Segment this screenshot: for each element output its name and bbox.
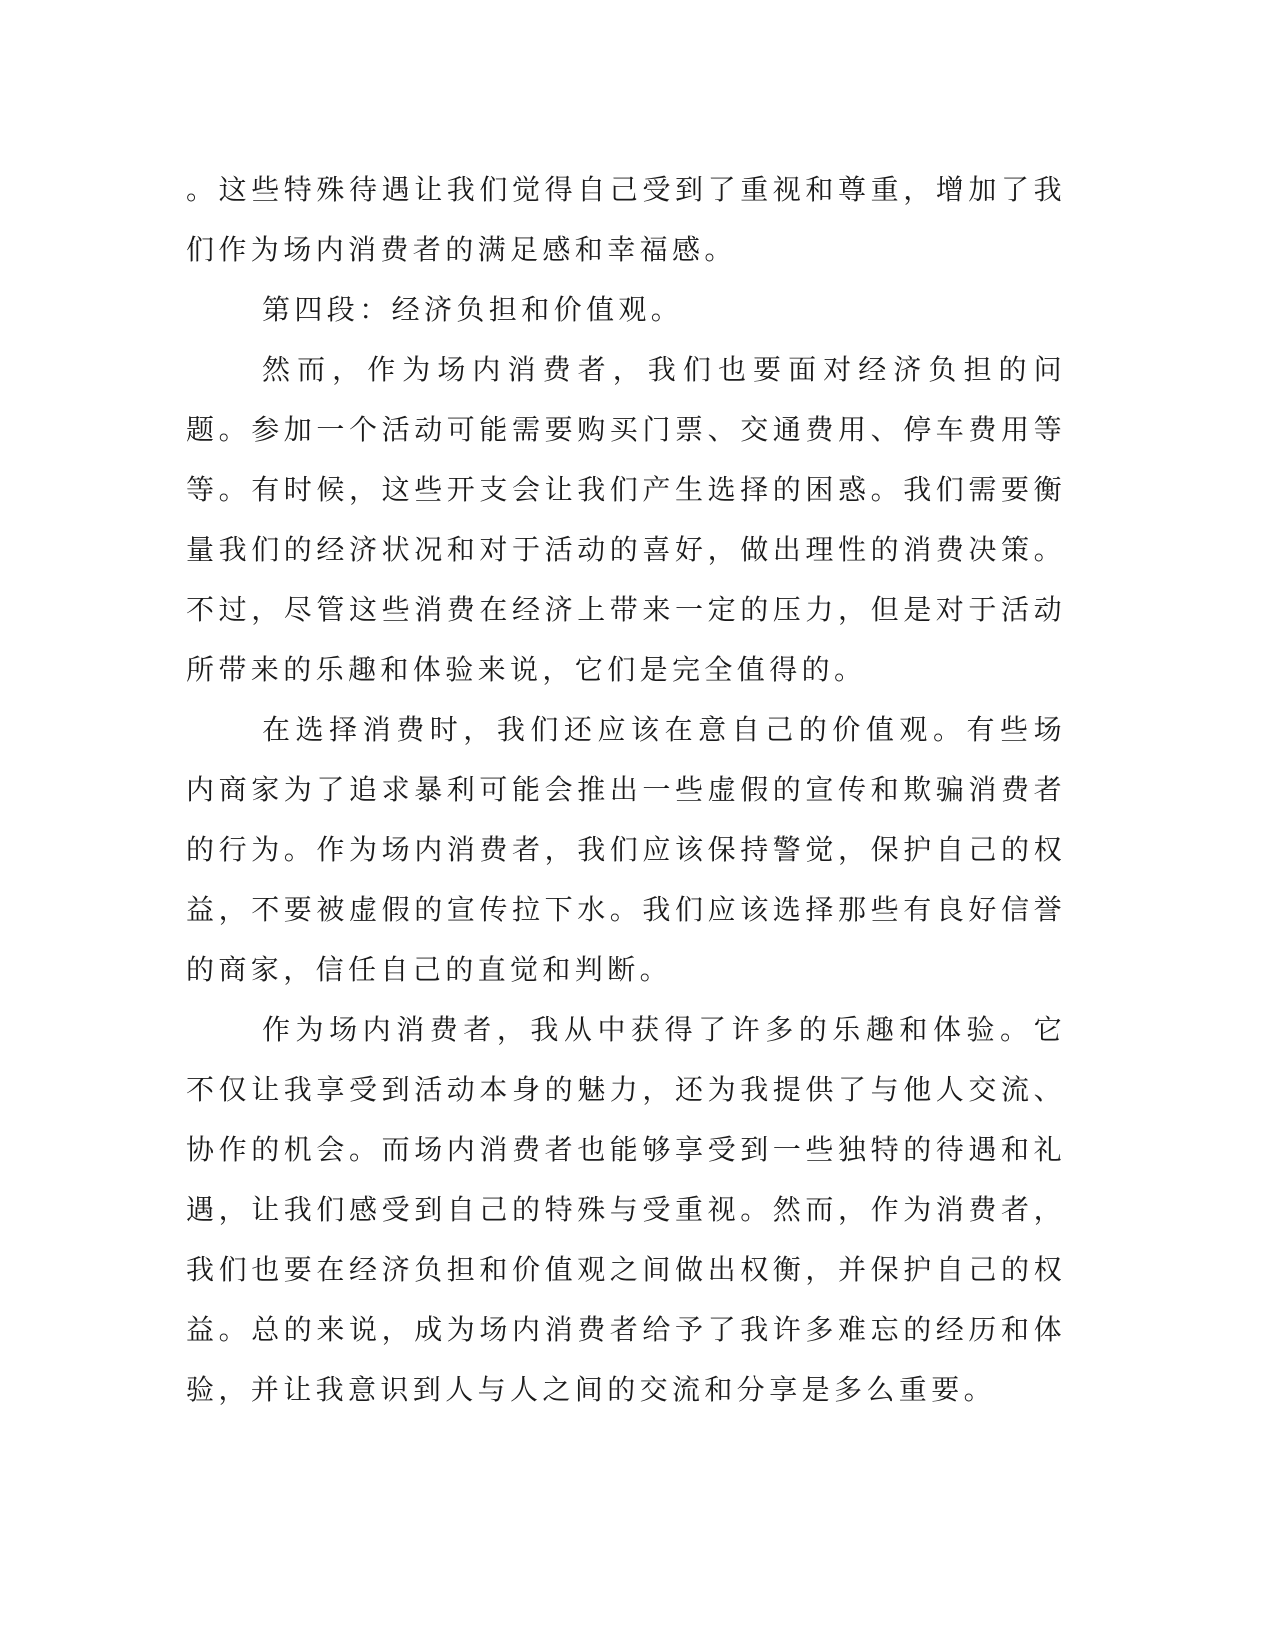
section-heading: 第四段：经济负担和价值观。	[262, 293, 684, 326]
document-body	[186, 160, 1066, 1420]
paragraph-values: 在选择消费时，我们还应该在意自己的价值观。有些场内商家为了追求暴利可能会推出一些虚假的宣传和欺骗消费者的行为。作为场内消费者，我们应该保持警觉，保护自己的权益，不要被虚假的宣传拉下水。我们应该选择那些有良好信誉的商家，信任自己的直觉和判断。	[186, 713, 1066, 986]
paragraph-economic-burden: 然而，作为场内消费者，我们也要面对经济负担的问题。参加一个活动可能需要购买门票、交通费用、停车费用等等。有时候，这些开支会让我们产生选择的困惑。我们需要衡量我们的经济状况和对于活动的喜好，做出理性的消费决策。不过，尽管这些消费在经济上带来一定的压力，但是对于活动所带来的乐趣和体验来说，它们是完全值得的。	[186, 353, 1066, 686]
paragraph-continuation: 。这些特殊待遇让我们觉得自己受到了重视和尊重，增加了我们作为场内消费者的满足感和幸福感。	[186, 173, 1066, 266]
paragraph-conclusion: 作为场内消费者，我从中获得了许多的乐趣和体验。它不仅让我享受到活动本身的魅力，还为我提供了与他人交流、协作的机会。而场内消费者也能够享受到一些独特的待遇和礼遇，让我们感受到自己的特殊与受重视。然而，作为消费者，我们也要在经济负担和价值观之间做出权衡，并保护自己的权益。总的来说，成为场内消费者给予了我许多难忘的经历和体验，并让我意识到人与人之间的交流和分享是多么重要。	[186, 1013, 1066, 1406]
